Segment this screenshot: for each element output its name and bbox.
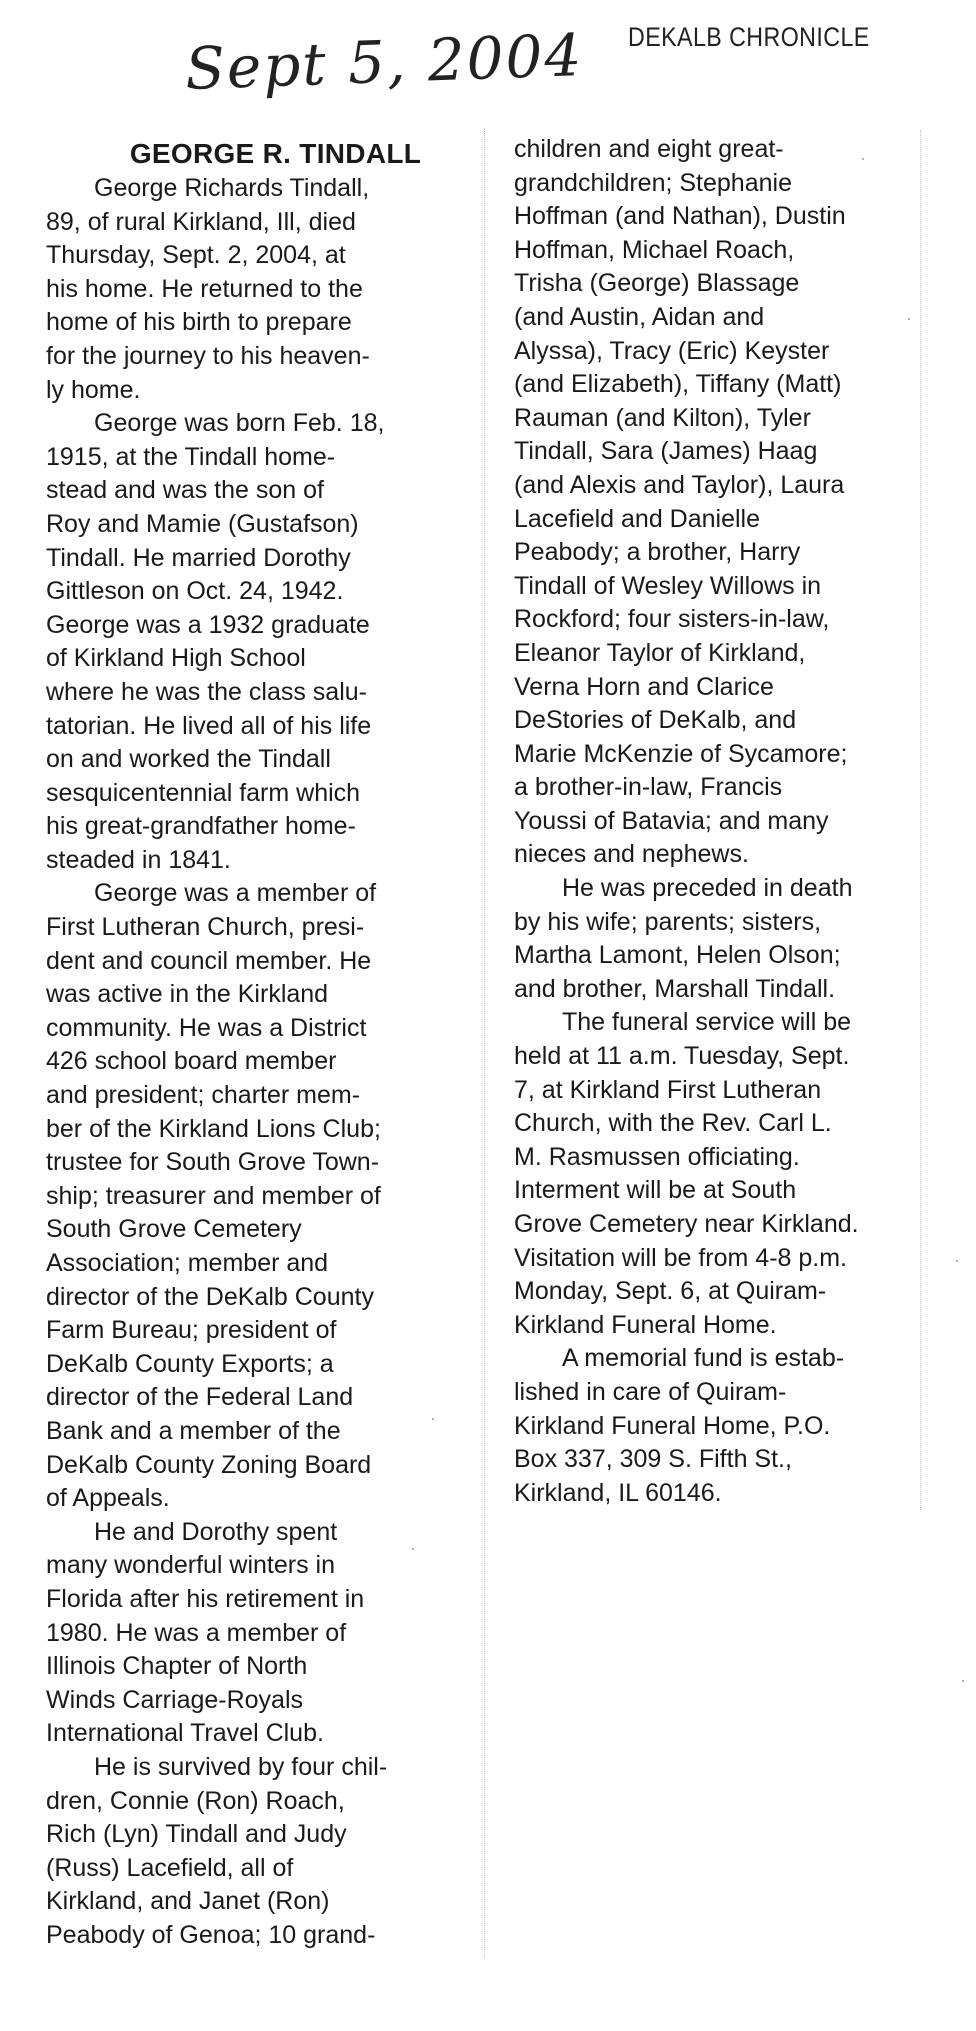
text-line: DeStories of DeKalb, and [514, 706, 797, 735]
text-line: He was preceded in death [562, 874, 853, 903]
text-line: (Russ) Lacefield, all of [46, 1853, 294, 1882]
text-line: children and eight great- [514, 135, 784, 163]
text-line: ly home. [46, 375, 141, 404]
text-line: director of the DeKalb County [46, 1282, 374, 1311]
text-line: Hoffman, Michael Roach, [514, 235, 795, 264]
text-line: Youssi of Batavia; and many [514, 806, 829, 835]
text-line: where he was the class salu- [46, 677, 367, 706]
text-line: George Richards Tindall, [94, 174, 370, 202]
text-line: steaded in 1841. [46, 845, 231, 874]
text-line: Hoffman (and Nathan), Dustin [514, 202, 846, 231]
text-line: Tindall. He married Dorothy [46, 543, 351, 572]
text-line: director of the Federal Land [46, 1383, 354, 1412]
text-line: Peabody; a brother, Harry [514, 538, 801, 567]
text-line: and president; charter mem- [46, 1081, 361, 1110]
text-line: Church, with the Rev. Carl L. [514, 1109, 832, 1138]
right-column-body [514, 133, 934, 1510]
text-line: for the journey to his heaven- [46, 341, 370, 370]
text-line: dent and council member. He [46, 946, 372, 975]
text-line: Association; member and [46, 1249, 329, 1277]
text-line: Thursday, Sept. 2, 2004, at [46, 241, 346, 270]
text-line: by his wife; parents; sisters, [514, 907, 822, 936]
text-line: Kirkland Funeral Home, P.O. [514, 1411, 831, 1440]
text-line: Verna Horn and Clarice [514, 672, 774, 701]
text-line: on and worked the Tindall [46, 745, 331, 774]
text-line: DeKalb County Exports; a [46, 1349, 334, 1378]
text-line: Monday, Sept. 6, at Quiram- [514, 1277, 827, 1306]
text-line: Eleanor Taylor of Kirkland, [514, 638, 806, 667]
text-line: Gittleson on Oct. 24, 1942. [46, 577, 344, 606]
text-line: M. Rasmussen officiating. [514, 1142, 800, 1171]
scan-speck [412, 1548, 414, 1550]
text-line: held at 11 a.m. Tuesday, Sept. [514, 1042, 850, 1071]
text-line: Lacefield and Danielle [514, 504, 761, 533]
text-line: Kirkland, IL 60146. [514, 1478, 722, 1507]
text-line: sesquicentennial farm which [46, 778, 361, 807]
left-column-body [46, 172, 476, 1952]
scan-speck [862, 158, 864, 160]
scan-speck [908, 318, 910, 320]
right-column [514, 133, 934, 1510]
text-line: 7, at Kirkland First Lutheran [514, 1075, 822, 1104]
text-line: Tindall, Sara (James) Haag [514, 437, 818, 466]
text-line: many wonderful winters in [46, 1551, 336, 1580]
text-line: Trisha (George) Blassage [514, 269, 800, 298]
text-line: Florida after his retirement in [46, 1584, 365, 1613]
text-line: (and Austin, Aidan and [514, 302, 765, 331]
text-line: 426 school board member [46, 1047, 337, 1076]
text-line: Alyssa), Tracy (Eric) Keyster [514, 336, 830, 365]
text-line: International Travel Club. [46, 1719, 324, 1748]
text-line: lished in care of Quiram- [514, 1377, 787, 1406]
text-line: community. He was a District [46, 1013, 367, 1042]
text-line: ship; treasurer and member of [46, 1181, 381, 1210]
text-line: Martha Lamont, Helen Olson; [514, 941, 841, 970]
text-line: was active in the Kirkland [46, 980, 329, 1009]
text-line: Interment will be at South [514, 1176, 797, 1205]
text-line: Rauman (and Kilton), Tyler [514, 403, 811, 432]
text-line: George was a member of [94, 879, 377, 908]
text-line: dren, Connie (Ron) Roach, [46, 1786, 345, 1815]
text-line: Rockford; four sisters-in-law, [514, 605, 830, 634]
scan-speck [432, 1418, 434, 1420]
text-line: Bank and a member of the [46, 1416, 341, 1445]
left-column [46, 136, 476, 1952]
text-line: Box 337, 309 S. Fifth St., [514, 1445, 792, 1474]
text-line: (and Alexis and Taylor), Laura [514, 470, 845, 499]
text-line: stead and was the son of [46, 476, 324, 505]
text-line: 89, of rural Kirkland, Ill, died [46, 207, 356, 236]
text-line: trustee for South Grove Town- [46, 1148, 380, 1177]
text-line: A memorial fund is estab- [562, 1344, 845, 1373]
text-line: Farm Bureau; president of [46, 1316, 337, 1345]
text-line: Illinois Chapter of North [46, 1652, 308, 1681]
scan-speck [962, 1680, 964, 1682]
text-line: The funeral service will be [562, 1008, 852, 1037]
text-line: his great-grandfather home- [46, 812, 356, 841]
text-line: South Grove Cemetery [46, 1215, 302, 1244]
text-line: George was born Feb. 18, [94, 409, 385, 438]
text-line: and brother, Marshall Tindall. [514, 974, 836, 1003]
text-line: 1980. He was a member of [46, 1618, 347, 1647]
text-line: DeKalb County Zoning Board [46, 1450, 372, 1479]
text-line: home of his birth to prepare [46, 308, 352, 337]
text-line: Roy and Mamie (Gustafson) [46, 509, 359, 538]
text-line: Visitation will be from 4-8 p.m. [514, 1243, 847, 1272]
text-line: of Appeals. [46, 1484, 170, 1513]
text-line: George was a 1932 graduate [46, 610, 370, 639]
text-line: 1915, at the Tindall home- [46, 442, 336, 471]
text-line: tatorian. He lived all of his life [46, 711, 372, 740]
text-line: Grove Cemetery near Kirkland. [514, 1210, 859, 1238]
text-line: grandchildren; Stephanie [514, 168, 792, 197]
text-line: Tindall of Wesley Willows in [514, 571, 822, 600]
text-line: First Lutheran Church, presi- [46, 913, 365, 942]
handwritten-date: Sept 5, 2004 [183, 21, 585, 103]
text-line: He is survived by four chil- [94, 1752, 388, 1781]
text-line: nieces and nephews. [514, 840, 749, 869]
obituary-headline: GEORGE R. TINDALL [129, 138, 422, 169]
text-line: Kirkland Funeral Home. [514, 1310, 777, 1339]
text-line: his home. He returned to the [46, 274, 363, 303]
text-line: a brother-in-law, Francis [514, 773, 783, 802]
text-line: (and Elizabeth), Tiffany (Matt) [514, 370, 842, 399]
text-line: Marie McKenzie of Sycamore; [514, 739, 848, 768]
text-line: of Kirkland High School [46, 644, 306, 673]
masthead: DEKALB CHRONICLE [628, 22, 870, 52]
scan-speck [956, 1260, 958, 1262]
text-line: Peabody of Genoa; 10 grand- [46, 1920, 376, 1949]
text-line: Rich (Lyn) Tindall and Judy [46, 1820, 347, 1849]
text-line: He and Dorothy spent [94, 1517, 338, 1546]
text-line: Winds Carriage-Royals [46, 1685, 304, 1714]
text-line: ber of the Kirkland Lions Club; [46, 1114, 381, 1143]
text-line: Kirkland, and Janet (Ron) [46, 1887, 330, 1916]
column-divider [484, 128, 486, 1958]
